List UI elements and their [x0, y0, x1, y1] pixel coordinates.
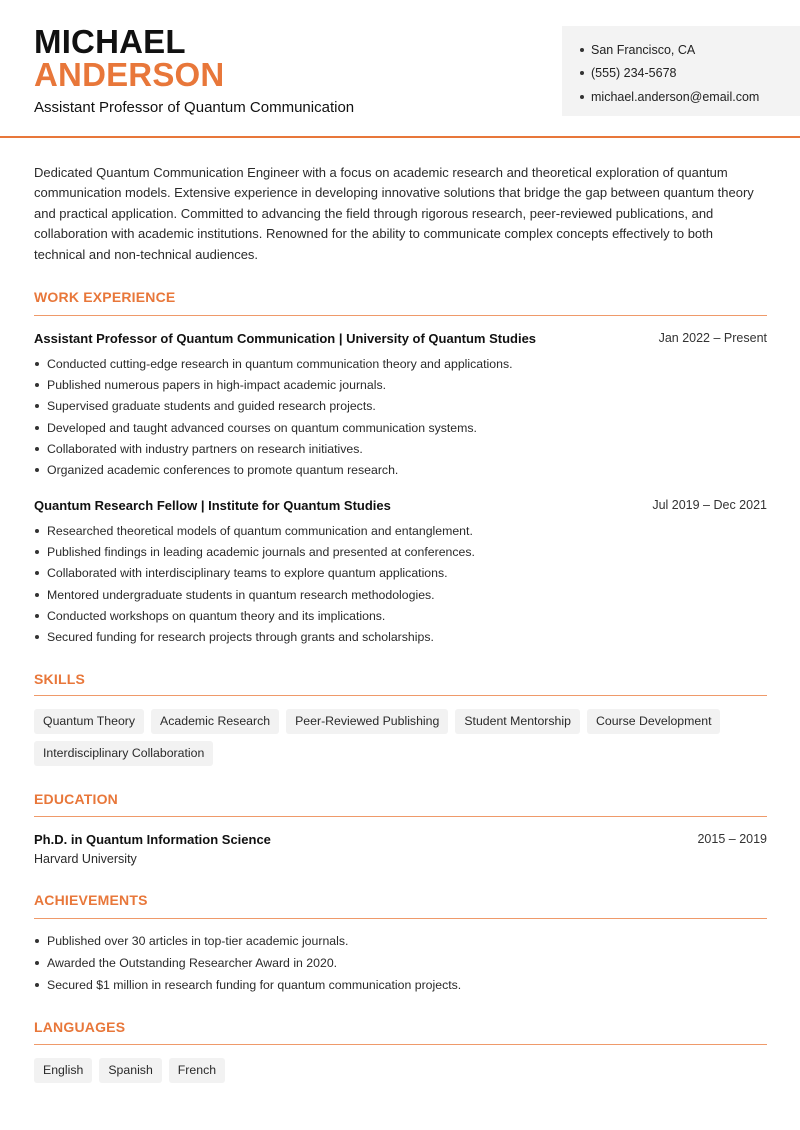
list-item-text: Supervised graduate students and guided research projects. — [47, 399, 376, 414]
list-item — [34, 541, 475, 562]
list-item — [34, 374, 513, 395]
contact-phone-text: (555) 234-5678 — [591, 66, 677, 81]
bullet-icon — [35, 529, 39, 533]
list-item — [34, 396, 513, 417]
first-name: MICHAEL — [34, 23, 186, 60]
list-item — [34, 417, 513, 438]
job-bullets — [34, 520, 475, 648]
bullet-icon — [35, 468, 39, 472]
list-item — [34, 353, 513, 374]
list-item — [34, 520, 475, 541]
list-item-text: Conducted workshops on quantum theory and its implications. — [47, 608, 386, 623]
skill-tag: Course Development — [587, 709, 721, 734]
list-item — [34, 930, 461, 952]
skill-tag: Academic Research — [151, 709, 279, 734]
skills-tags — [34, 709, 767, 766]
language-tag: Spanish — [99, 1058, 161, 1083]
job-title: Assistant Professor of Quantum Communication | University of Quantum Studies — [34, 331, 537, 346]
list-item — [34, 605, 475, 626]
job-title: Quantum Research Fellow | Institute for Quantum Studies — [34, 498, 391, 513]
list-item-text: Researched theoretical models of quantum communication and entanglement. — [47, 523, 473, 538]
bullet-icon — [35, 571, 39, 575]
list-item-text: Conducted cutting-edge research in quantum communication theory and applications. — [47, 356, 513, 371]
bullet-icon — [35, 939, 39, 943]
contact-email — [580, 85, 800, 109]
list-item-text: Mentored undergraduate students in quantum research methodologies. — [47, 587, 435, 602]
education-degree: Ph.D. in Quantum Information Science — [34, 832, 271, 847]
achievements-list — [34, 930, 461, 996]
list-item — [34, 584, 475, 605]
section-divider — [34, 1044, 767, 1045]
work-experience-title: WORK EXPERIENCE — [34, 289, 176, 305]
education-title: EDUCATION — [34, 791, 118, 807]
bullet-icon — [35, 447, 39, 451]
list-item-text: Secured funding for research projects through grants and scholarships. — [47, 630, 434, 645]
languages-tags — [34, 1058, 767, 1083]
contact-email-text: michael.anderson@email.com — [591, 89, 760, 104]
bullet-icon — [35, 362, 39, 366]
bullet-icon — [580, 48, 584, 52]
list-item-text: Published over 30 articles in top-tier academic journals. — [47, 934, 349, 948]
list-item — [34, 438, 513, 459]
language-tag: English — [34, 1058, 92, 1083]
last-name: ANDERSON — [34, 56, 225, 93]
contact-phone — [580, 62, 800, 86]
achievements-title: ACHIEVEMENTS — [34, 892, 148, 908]
bullet-icon — [35, 550, 39, 554]
job-bullets — [34, 353, 513, 481]
summary-text: Dedicated Quantum Communication Engineer with a focus on academic research and theoretical exploration of quantum communication models. Extensive experience in developing innovative solutions that bridge the gap between quantum theory and practical application. Committed to advancing the field through rigorous research, peer-reviewed publications, and collaboration with academic institutions. Renowned for the ability to communicate complex concepts effectively to both technical and non-technical audiences. — [34, 165, 754, 262]
bullet-icon — [35, 635, 39, 639]
section-divider — [34, 918, 767, 919]
list-item-text: Published findings in leading academic journals and presented at conferences. — [47, 544, 475, 559]
bullet-icon — [35, 983, 39, 987]
skill-tag: Quantum Theory — [34, 709, 144, 734]
list-item-text: Awarded the Outstanding Researcher Award in 2020. — [47, 956, 338, 970]
education-date: 2015 – 2019 — [697, 832, 767, 846]
skill-tag: Interdisciplinary Collaboration — [34, 741, 213, 766]
language-tag: French — [169, 1058, 225, 1083]
skills-title: SKILLS — [34, 671, 85, 687]
list-item-text: Collaborated with industry partners on research initiatives. — [47, 441, 363, 456]
list-item — [34, 626, 475, 647]
resume-header — [0, 0, 800, 138]
list-item-text: Developed and taught advanced courses on quantum communication systems. — [47, 420, 477, 435]
contact-box — [562, 26, 800, 116]
contact-location — [580, 38, 800, 62]
list-item — [34, 563, 475, 584]
list-item-text: Secured $1 million in research funding for quantum communication projects. — [47, 978, 462, 992]
bullet-icon — [35, 593, 39, 597]
bullet-icon — [580, 71, 584, 75]
bullet-icon — [580, 95, 584, 99]
list-item — [34, 974, 461, 996]
section-divider — [34, 315, 767, 316]
summary-section — [34, 163, 767, 265]
skill-tag: Student Mentorship — [455, 709, 580, 734]
list-item-text: Collaborated with interdisciplinary teams to explore quantum applications. — [47, 566, 448, 581]
bullet-icon — [35, 383, 39, 387]
skill-tag: Peer-Reviewed Publishing — [286, 709, 448, 734]
contact-location-text: San Francisco, CA — [591, 42, 696, 57]
bullet-icon — [35, 961, 39, 965]
education-school: Harvard University — [34, 852, 137, 866]
section-divider — [34, 695, 767, 696]
job-date: Jul 2019 – Dec 2021 — [652, 498, 767, 512]
bullet-icon — [35, 426, 39, 430]
list-item-text: Organized academic conferences to promote quantum research. — [47, 463, 399, 478]
list-item-text: Published numerous papers in high-impact academic journals. — [47, 377, 387, 392]
section-divider — [34, 816, 767, 817]
list-item — [34, 459, 513, 480]
list-item — [34, 952, 461, 974]
languages-title: LANGUAGES — [34, 1019, 126, 1035]
job-date: Jan 2022 – Present — [658, 331, 767, 345]
bullet-icon — [35, 614, 39, 618]
job-role: Assistant Professor of Quantum Communication — [34, 99, 355, 116]
bullet-icon — [35, 404, 39, 408]
